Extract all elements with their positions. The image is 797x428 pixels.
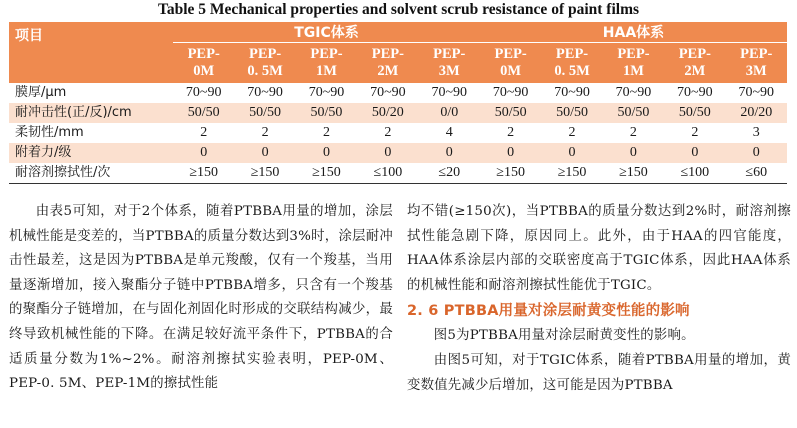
right-text-column bbox=[407, 200, 791, 398]
table-cell: 2 bbox=[296, 123, 357, 143]
haa-group-header: HAA体系 bbox=[480, 22, 787, 43]
column-header-line: 0M bbox=[500, 63, 522, 79]
table-cell: 70~90 bbox=[357, 83, 418, 103]
table-cell: 50/50 bbox=[603, 103, 664, 123]
table-row bbox=[9, 83, 787, 103]
table-cell: 50/50 bbox=[173, 103, 234, 123]
table-cell: 50/50 bbox=[296, 103, 357, 123]
column-header-line: 3M bbox=[745, 63, 767, 79]
table-cell: ≥150 bbox=[234, 163, 295, 184]
table-cell: ≤100 bbox=[664, 163, 725, 184]
section-heading: 2. 6 PTBBA用量对涂层耐黄变性能的影响 bbox=[407, 303, 690, 320]
column-header-line: PEP- bbox=[740, 46, 773, 62]
table-cell: 70~90 bbox=[234, 83, 295, 103]
column-header-line: 0. 5M bbox=[554, 63, 590, 79]
body-paragraph: 由图5可知，对于TGIC体系，随着PTBBA用量的增加，黄变数值先减少后增加，这可能是因为PTBBA bbox=[407, 352, 791, 393]
properties-table bbox=[9, 22, 787, 184]
table-row bbox=[9, 143, 787, 163]
table-cell: 2 bbox=[541, 123, 602, 143]
column-header bbox=[296, 43, 357, 84]
column-header-line: 0. 5M bbox=[247, 63, 283, 79]
table-cell: 0 bbox=[296, 143, 357, 163]
table-body bbox=[9, 83, 787, 184]
table-cell: 2 bbox=[480, 123, 541, 143]
column-header-line: PEP- bbox=[310, 46, 343, 62]
left-text-column bbox=[9, 200, 393, 397]
column-header-line: PEP- bbox=[678, 46, 711, 62]
column-header bbox=[664, 43, 725, 84]
table-row bbox=[9, 123, 787, 143]
column-header bbox=[419, 43, 480, 84]
table-cell: 3 bbox=[726, 123, 787, 143]
column-header-line: PEP- bbox=[371, 46, 404, 62]
table-cell: 50/50 bbox=[541, 103, 602, 123]
item-header: 项目 bbox=[15, 28, 43, 44]
table-cell: 0 bbox=[357, 143, 418, 163]
table-cell: 2 bbox=[664, 123, 725, 143]
body-paragraph-continuation: 均不错(≥150次)，当PTBBA的质量分数达到2%时，耐溶剂擦拭性能急剧下降，原因同上。此外，由于HAA的四官能度，HAA体系涂层内部的交联密度高于TGIC体系，因此HAA体系的机械性能和耐溶剂擦拭性能优于TGIC。 bbox=[407, 204, 791, 293]
column-header bbox=[726, 43, 787, 84]
table-cell: 70~90 bbox=[603, 83, 664, 103]
table-cell: 0 bbox=[603, 143, 664, 163]
column-header bbox=[480, 43, 541, 84]
row-label: 柔韧性/mm bbox=[9, 123, 173, 143]
table-cell: 70~90 bbox=[173, 83, 234, 103]
column-header bbox=[603, 43, 664, 84]
column-header-line: PEP- bbox=[187, 46, 220, 62]
body-paragraph: 由表5可知，对于2个体系，随着PTBBA用量的增加，涂层机械性能是变差的，当PTBBA的质量分数达到3%时，涂层耐冲击性最差，这是因为PTBBA是单元羧酸，仅有一个羧基，当用量逐渐增加，接入聚酯分子链中PTBBA增多，只含有一个羧基的聚酯分子链增加，在与固化剂固化时形成的交联结构减少，最终导致机械性能的下降。在满足较好流平条件下，PTBBA的合适质量分数为1%~2%。耐溶剂擦拭实验表明，PEP-0M、PEP-0. 5M、PEP-1M的擦拭性能 bbox=[9, 204, 393, 392]
table-cell: 20/20 bbox=[726, 103, 787, 123]
column-header bbox=[173, 43, 234, 84]
table-cell: 50/50 bbox=[664, 103, 725, 123]
table-cell: ≥150 bbox=[480, 163, 541, 184]
table-cell: 0 bbox=[541, 143, 602, 163]
table-cell: 70~90 bbox=[664, 83, 725, 103]
column-header bbox=[357, 43, 418, 84]
table-cell: 0/0 bbox=[419, 103, 480, 123]
row-label: 耐冲击性(正/反)/cm bbox=[9, 103, 173, 123]
table-cell: 0 bbox=[726, 143, 787, 163]
table-cell: ≤20 bbox=[419, 163, 480, 184]
table-cell: ≥150 bbox=[541, 163, 602, 184]
table-cell: 0 bbox=[234, 143, 295, 163]
table-cell: 70~90 bbox=[480, 83, 541, 103]
column-header bbox=[541, 43, 602, 84]
column-header-line: 1M bbox=[316, 63, 337, 79]
column-header-line: PEP- bbox=[617, 46, 650, 62]
table-cell: ≤60 bbox=[726, 163, 787, 184]
column-header-line: PEP- bbox=[248, 46, 282, 62]
table-cell: 2 bbox=[234, 123, 295, 143]
row-label: 膜厚/μm bbox=[9, 83, 173, 103]
table-caption: Table 5 Mechanical properties and solvent scrub resistance of paint films bbox=[157, 1, 640, 18]
table-row bbox=[9, 103, 787, 123]
column-header-line: 2M bbox=[684, 63, 706, 79]
column-header-line: 1M bbox=[622, 63, 644, 79]
table-cell: 0 bbox=[173, 143, 234, 163]
tgic-group-header: TGIC体系 bbox=[173, 22, 480, 43]
table-cell: 0 bbox=[419, 143, 480, 163]
table-cell: 2 bbox=[603, 123, 664, 143]
column-header-line: 3M bbox=[438, 63, 460, 79]
table-cell: ≥150 bbox=[603, 163, 664, 184]
table-cell: 0 bbox=[664, 143, 725, 163]
column-header-line: PEP- bbox=[494, 46, 527, 62]
table-cell: ≥150 bbox=[296, 163, 357, 184]
table-cell: ≤100 bbox=[357, 163, 418, 184]
row-label: 耐溶剂擦拭性/次 bbox=[9, 163, 173, 184]
table-cell: 70~90 bbox=[296, 83, 357, 103]
table-cell: 70~90 bbox=[541, 83, 602, 103]
table-cell: ≥150 bbox=[173, 163, 234, 184]
table-cell: 70~90 bbox=[419, 83, 480, 103]
column-header-line: 2M bbox=[377, 63, 399, 79]
column-header-line: 0M bbox=[193, 63, 215, 79]
table-cell: 0 bbox=[480, 143, 541, 163]
table-cell: 4 bbox=[419, 123, 480, 143]
table-cell: 2 bbox=[173, 123, 234, 143]
row-label: 附着力/级 bbox=[9, 143, 173, 163]
table-cell: 50/50 bbox=[480, 103, 541, 123]
table-cell: 50/20 bbox=[357, 103, 418, 123]
body-paragraph: 图5为PTBBA用量对涂层耐黄变性的影响。 bbox=[433, 328, 695, 344]
column-header-line: PEP- bbox=[433, 46, 466, 62]
column-header bbox=[234, 43, 295, 84]
table-cell: 70~90 bbox=[726, 83, 787, 103]
table-cell: 50/50 bbox=[234, 103, 295, 123]
column-header-line: PEP- bbox=[555, 46, 589, 62]
table-cell: 2 bbox=[357, 123, 418, 143]
table-row bbox=[9, 163, 787, 184]
